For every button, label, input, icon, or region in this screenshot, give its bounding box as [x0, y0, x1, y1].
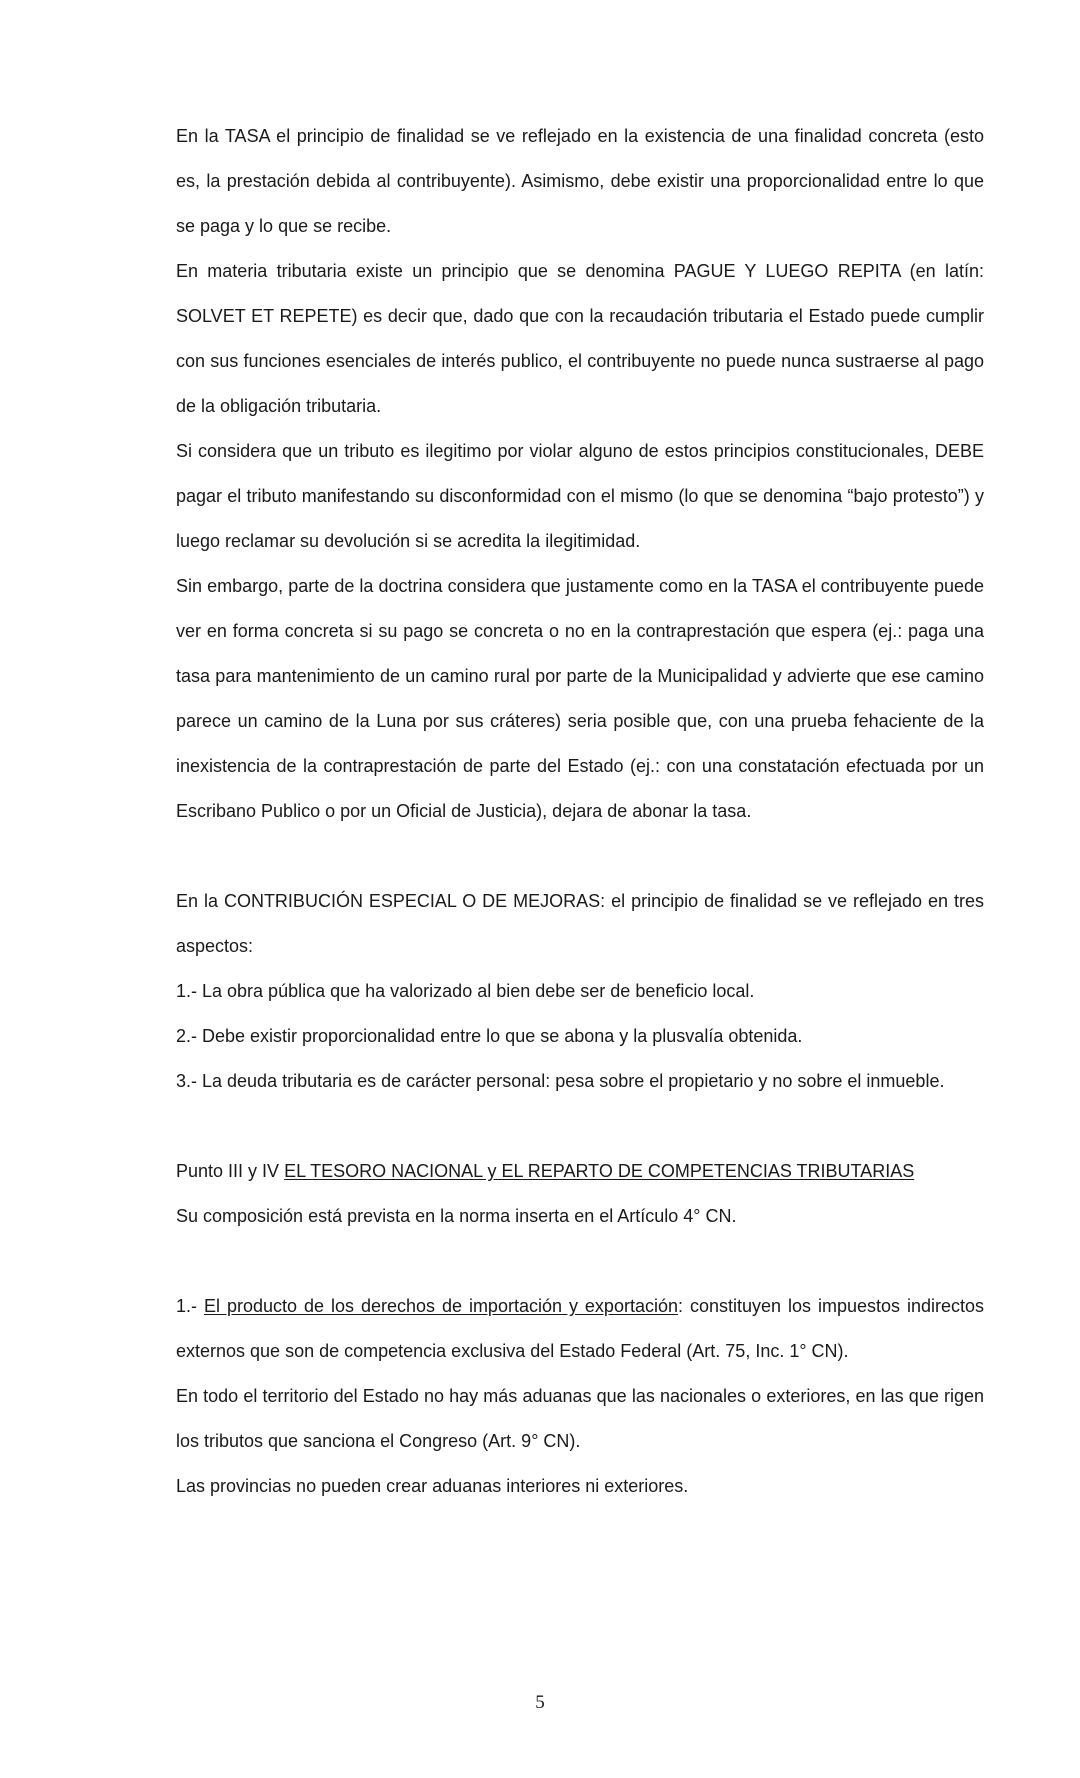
list-item-2: 2.- Debe existir proporcionalidad entre lo que se abona y la plusvalía obtenida. [176, 1026, 803, 1046]
item-underlined-title: El producto de los derechos de importación y exportación [203, 1296, 678, 1316]
paragraph-provincias-aduanas: Las provincias no pueden crear aduanas interiores ni exteriores. [176, 1476, 689, 1496]
page-number: 5 [535, 1692, 545, 1713]
paragraph-contribucion-especial: En la CONTRIBUCIÓN ESPECIAL O DE MEJORAS: el principio de finalidad se ve reflejado en tres aspectos: [176, 891, 984, 956]
body-text [176, 114, 984, 1509]
section-heading-title: EL TESORO NACIONAL y EL REPARTO DE COMPETENCIAS TRIBUTARIAS [284, 1161, 915, 1181]
paragraph-composicion: Su composición está prevista en la norma inserta en el Artículo 4° CN. [176, 1206, 737, 1226]
item-rest: : constituyen los impuestos indirectos externos que son de competencia exclusiva del Estado Federal (Art. 75, Inc. 1° CN). [176, 1296, 984, 1361]
paragraph-aduanas-nacionales: En todo el territorio del Estado no hay más aduanas que las nacionales o exteriores, en las que rigen los tributos que sanciona el Congreso (Art. 9° CN). [176, 1386, 984, 1451]
paragraph-doctrina: Sin embargo, parte de la doctrina considera que justamente como en la TASA el contribuyente puede ver en forma concreta si su pago se concreta o no en la contraprestación que espera (ej.: paga una tasa para mantenimiento de un camino rural por parte de la Municipalidad y advierte que ese camino parece un camino de la Luna por sus cráteres) seria posible que, con una prueba fehaciente de la inexistencia de la contraprestación de parte del Estado (ej.: con una constatación efectuada por un Escribano Publico o por un Oficial de Justicia), dejara de abonar la tasa. [176, 576, 984, 821]
paragraph-ilegitimo: Si considera que un tributo es ilegitimo por violar alguno de estos principios constitucionales, DEBE pagar el tributo manifestando su disconformidad con el mismo (lo que se denomina “bajo protesto”) y luego reclamar su devolución si se acredita la ilegitimidad. [176, 441, 984, 551]
paragraph-tasa-finalidad: En la TASA el principio de finalidad se ve reflejado en la existencia de una finalidad concreta (esto es, la prestación debida al contribuyente). Asimismo, debe existir una proporcionalidad entre lo que se paga y lo que se recibe. [176, 126, 984, 236]
list-item-3: 3.- La deuda tributaria es de carácter personal: pesa sobre el propietario y no sobre el inmueble. [176, 1071, 945, 1091]
item-prefix: 1.- [176, 1296, 204, 1316]
list-item-1: 1.- La obra pública que ha valorizado al bien debe ser de beneficio local. [176, 981, 755, 1001]
paragraph-derechos-importacion [176, 1284, 984, 1374]
paragraph-solvet-et-repete: En materia tributaria existe un principio que se denomina PAGUE Y LUEGO REPITA (en latín: SOLVET ET REPETE) es decir que, dado que con la recaudación tributaria el Estado puede cumplir con sus funciones esenciales de interés publico, el contribuyente no puede nunca sustraerse al pago de la obligación tributaria. [176, 261, 984, 416]
section-heading-prefix: Punto III y IV [176, 1161, 285, 1181]
section-heading-punto-iii-iv [176, 1149, 984, 1194]
